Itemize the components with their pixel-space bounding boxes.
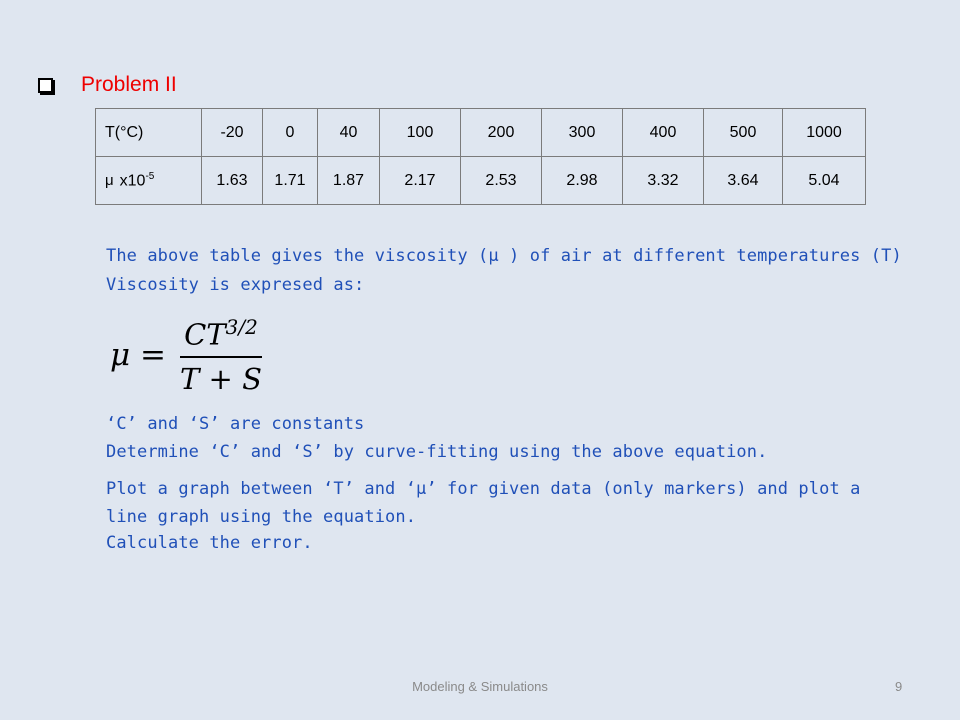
table-cell: 400 (623, 109, 704, 157)
description-line-7: Calculate the error. (106, 533, 313, 553)
table-cell: 2.53 (461, 157, 542, 205)
formula-numerator (180, 315, 262, 356)
description-line-6: line graph using the equation. (106, 507, 417, 527)
table-cell: 300 (542, 109, 623, 157)
formula-numerator-base: CT (184, 317, 226, 352)
table-cell: 100 (380, 109, 461, 157)
formula-exponent: 3/2 (225, 315, 258, 339)
table-cell: 3.32 (623, 157, 704, 205)
table-cell: 1.63 (202, 157, 263, 205)
viscosity-unit-text: x10 (119, 172, 146, 190)
temperature-row (96, 109, 866, 157)
viscosity-row (96, 157, 866, 205)
table-cell: 0 (263, 109, 318, 157)
temperature-row-label: T(°C) (96, 109, 202, 157)
table-cell: 500 (704, 109, 783, 157)
viscosity-formula (110, 315, 262, 396)
table-cell: 40 (318, 109, 380, 157)
description-line-2: Viscosity is expresed as: (106, 275, 365, 295)
formula-lhs: μ = (110, 337, 166, 374)
viscosity-unit-exponent: -5 (145, 170, 155, 182)
formula-denominator: T + S (180, 361, 262, 396)
problem-heading (38, 70, 177, 100)
table-cell: 1.71 (263, 157, 318, 205)
table-cell: 5.04 (783, 157, 866, 205)
description-line-4: Determine ‘C’ and ‘S’ by curve-fitting using the above equation. (106, 442, 768, 462)
table-cell: -20 (202, 109, 263, 157)
table-cell: 2.17 (380, 157, 461, 205)
table-cell: 3.64 (704, 157, 783, 205)
viscosity-row-label (96, 157, 202, 205)
checkbox-bullet-icon (38, 78, 53, 93)
description-line-5: Plot a graph between ‘T’ and ‘μ’ for given data (only markers) and plot a (106, 479, 861, 499)
description-line-3: ‘C’ and ‘S’ are constants (106, 414, 365, 434)
table-cell: 1000 (783, 109, 866, 157)
table-cell: 1.87 (318, 157, 380, 205)
problem-title: Problem II (81, 73, 177, 96)
footer-title: Modeling & Simulations (412, 679, 548, 694)
mu-symbol: μ (105, 172, 114, 190)
table-cell: 2.98 (542, 157, 623, 205)
description-line-1: The above table gives the viscosity (μ ) of air at different temperatures (T) (106, 246, 902, 266)
table-cell: 200 (461, 109, 542, 157)
viscosity-table (95, 108, 866, 205)
formula-fraction (180, 315, 262, 396)
page-number: 9 (895, 679, 903, 694)
